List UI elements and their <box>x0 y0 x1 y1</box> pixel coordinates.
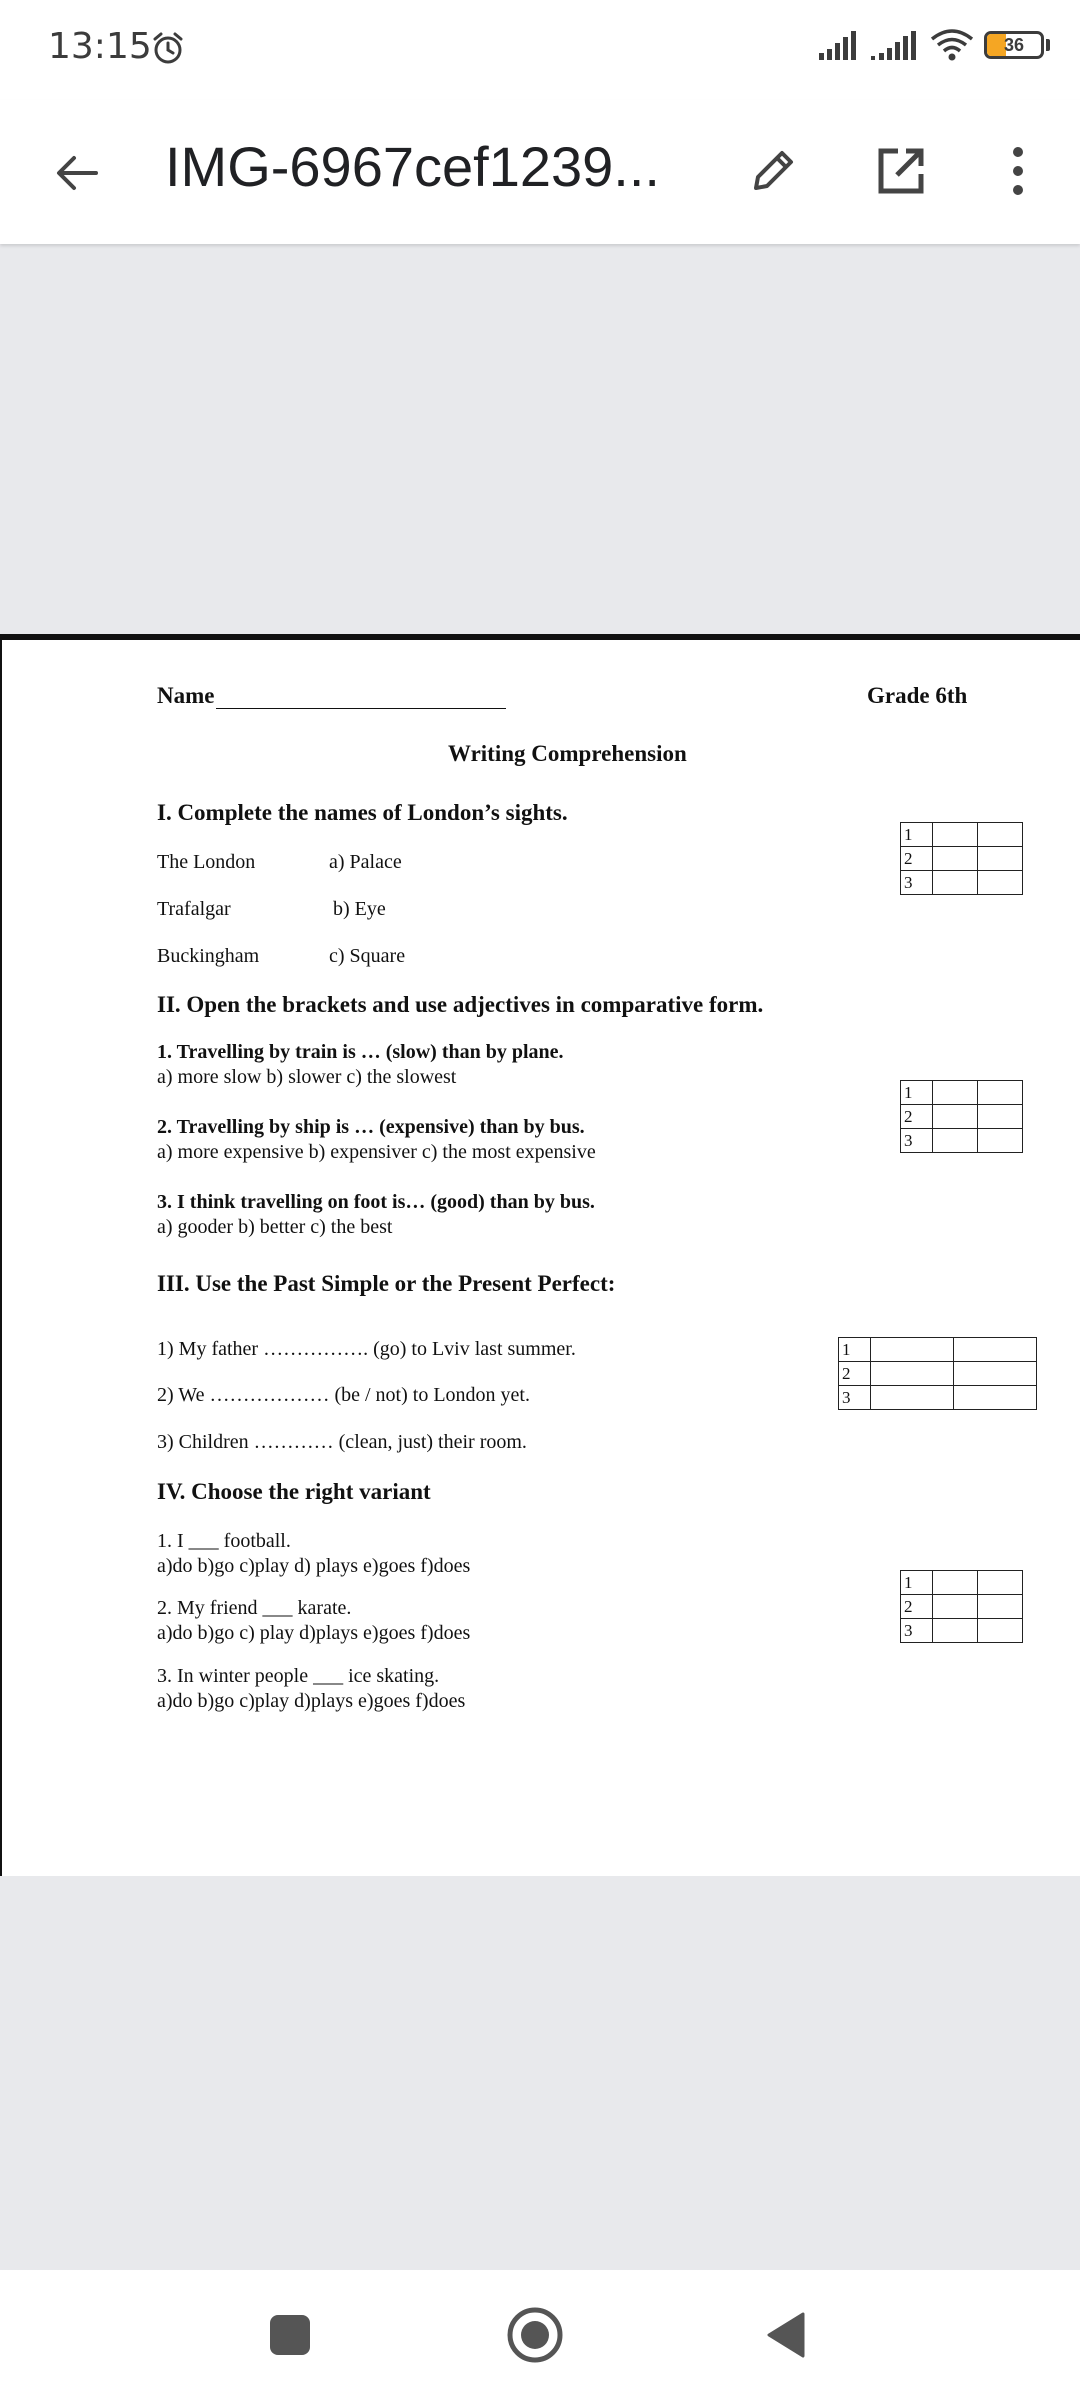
document-image[interactable] <box>0 640 1080 1876</box>
name-label: Name <box>157 683 215 708</box>
section1-row2-left: Trafalgar <box>157 898 231 920</box>
section2-item3-question: 3. I think travelling on foot is… (good) than by bus. <box>157 1191 595 1213</box>
section4-item1-options: a)do b)go c)play d) plays e)goes f)does <box>157 1555 471 1577</box>
signal-icon <box>870 29 920 61</box>
section3-title: III. Use the Past Simple or the Present Perfect: <box>157 1271 616 1296</box>
more-options-button[interactable] <box>985 138 1051 204</box>
recents-button[interactable] <box>255 2300 325 2370</box>
section2-item1-question: 1. Travelling by train is … (slow) than by plane. <box>157 1041 564 1063</box>
more-vert-icon <box>1008 144 1028 198</box>
name-field <box>157 683 506 709</box>
back-button[interactable] <box>44 140 110 206</box>
section4-item3-question: 3. In winter people ___ ice skating. <box>157 1665 440 1687</box>
alarm-icon <box>150 30 186 71</box>
open-external-icon <box>874 144 928 198</box>
signal-icon <box>818 29 860 61</box>
back-triangle-icon <box>763 2310 807 2360</box>
back-nav-button[interactable] <box>750 2300 820 2370</box>
grid-number: 3 <box>901 1619 933 1643</box>
grid-number: 3 <box>839 1386 871 1410</box>
grid-number: 1 <box>901 1571 933 1595</box>
status-icons <box>818 28 1050 62</box>
section2-item2-question: 2. Travelling by ship is … (expensive) than by bus. <box>157 1116 585 1138</box>
score-grid-4 <box>900 1570 1023 1643</box>
section3-item1: 1) My father ……………. (go) to Lviv last summer. <box>157 1338 576 1360</box>
section4-item3-options: a)do b)go c)play d)plays e)goes f)does <box>157 1690 466 1712</box>
section4-item2-question: 2. My friend ___ karate. <box>157 1597 352 1619</box>
grid-number: 1 <box>901 823 933 847</box>
status-bar <box>0 0 1080 100</box>
section3-item2: 2) We ……………… (be / not) to London yet. <box>157 1384 530 1406</box>
section4-item2-options: a)do b)go c) play d)plays e)goes f)does <box>157 1622 471 1644</box>
battery-tip <box>1046 39 1050 51</box>
score-grid-2 <box>900 1080 1023 1153</box>
grid-number: 1 <box>839 1338 871 1362</box>
section2-item2-options: a) more expensive b) expensiver c) the most expensive <box>157 1141 596 1163</box>
back-arrow-icon <box>52 148 102 198</box>
section2-item1-options: a) more slow b) slower c) the slowest <box>157 1066 457 1088</box>
section3-item3: 3) Children ………… (clean, just) their room. <box>157 1431 527 1453</box>
recents-square-icon <box>268 2313 312 2357</box>
pencil-icon <box>746 144 800 198</box>
grid-number: 2 <box>901 1105 933 1129</box>
section1-row1-right: a) Palace <box>329 851 402 873</box>
home-circle-icon <box>505 2305 565 2365</box>
navigation-bar <box>0 2270 1080 2400</box>
open-external-button[interactable] <box>868 138 934 204</box>
edit-button[interactable] <box>740 138 806 204</box>
wifi-icon <box>930 28 974 62</box>
grade-label: Grade 6th <box>867 683 968 708</box>
section2-title: II. Open the brackets and use adjectives in comparative form. <box>157 992 764 1017</box>
grid-number: 2 <box>901 1595 933 1619</box>
file-title: IMG-6967cef1239... <box>165 135 660 198</box>
grid-number: 3 <box>901 871 933 895</box>
section1-row2-right: b) Eye <box>333 898 386 920</box>
section2-item3-options: a) gooder b) better c) the best <box>157 1216 393 1238</box>
section1-row1-left: The London <box>157 851 256 873</box>
grid-number: 1 <box>901 1081 933 1105</box>
document-heading: Writing Comprehension <box>448 741 687 766</box>
home-button[interactable] <box>500 2300 570 2370</box>
section1-row3-left: Buckingham <box>157 945 260 967</box>
score-grid-3 <box>838 1337 1037 1410</box>
section4-item1-question: 1. I ___ football. <box>157 1530 291 1552</box>
section1-row3-right: c) Square <box>329 945 406 967</box>
section1-title: I. Complete the names of London’s sights. <box>157 800 568 825</box>
name-underline <box>216 688 506 709</box>
app-bar <box>0 100 1080 244</box>
status-time: 13:15 <box>48 26 152 67</box>
score-grid-1 <box>900 822 1023 895</box>
grid-number: 2 <box>901 847 933 871</box>
battery-level: 36 <box>1003 34 1025 55</box>
grid-number: 2 <box>839 1362 871 1386</box>
battery-icon <box>984 31 1044 59</box>
grid-number: 3 <box>901 1129 933 1153</box>
section4-title: IV. Choose the right variant <box>157 1479 431 1504</box>
